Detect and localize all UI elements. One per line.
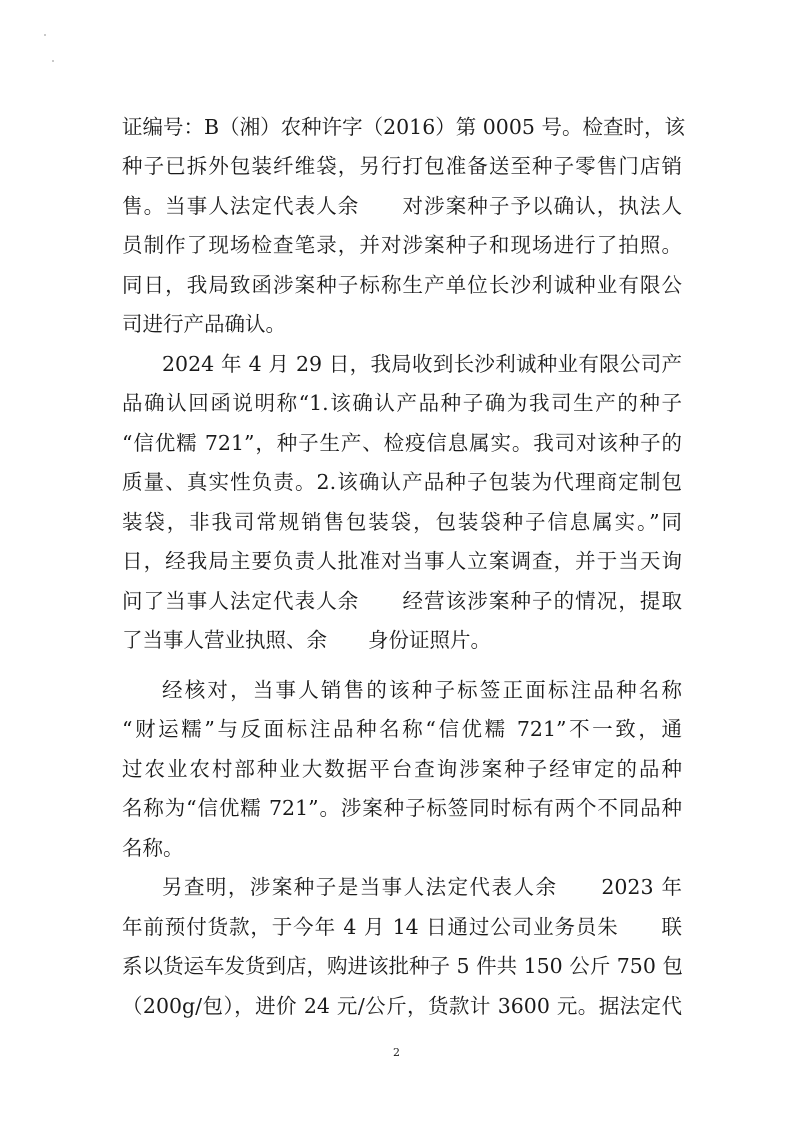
text-line: 种子已拆外包装纤维袋，另行打包准备送至种子零售门店销	[122, 154, 682, 178]
text-line: （200g/包），进价 24 元/公斤，货款计 3600 元。据法定代	[122, 994, 682, 1018]
text-line: “信优糯 721”，种子生产、检疫信息属实。我司对该种子的	[122, 431, 682, 455]
text-line: 司进行产品确认。	[122, 312, 286, 336]
text-line: 名称。	[122, 836, 184, 860]
text-line: 年前预付货款，于今年 4 月 14 日通过公司业务员朱 联	[122, 915, 682, 939]
scan-speck	[52, 60, 54, 62]
text-line: 了当事人营业执照、余 身份证照片。	[122, 628, 491, 652]
text-line: 装袋，非我司常规销售包装袋，包装袋种子信息属实。”同	[122, 510, 682, 534]
text-line: 证编号：B（湘）农种许字（2016）第 0005 号。检查时，该	[122, 115, 685, 139]
text-line: 售。当事人法定代表人余 对涉案种子予以确认，执法人	[122, 194, 682, 218]
text-line: 过农业农村部种业大数据平台查询涉案种子经审定的品种	[122, 757, 682, 781]
text-line: 经核对，当事人销售的该种子标签正面标注品种名称	[162, 678, 682, 702]
text-line: 品确认回函说明称“1.该确认产品种子确为我司生产的种子	[122, 391, 682, 415]
text-line: 问了当事人法定代表人余 经营该涉案种子的情况，提取	[122, 589, 682, 613]
page-number: 2	[393, 1046, 400, 1059]
text-line: 名称为“信优糯 721”。涉案种子标签同时标有两个不同品种	[122, 796, 682, 820]
text-line: “财运糯”与反面标注品种名称“信优糯 721”不一致，通	[122, 717, 682, 741]
scan-speck	[44, 34, 46, 36]
text-line: 质量、真实性负责。2.该确认产品种子包装为代理商定制包	[122, 470, 682, 494]
text-line: 另查明，涉案种子是当事人法定代表人余 2023 年	[162, 875, 682, 899]
text-line: 2024 年 4 月 29 日，我局收到长沙利诚种业有限公司产	[162, 352, 682, 376]
text-line: 同日，我局致函涉案种子标称生产单位长沙利诚种业有限公	[122, 273, 682, 297]
text-line: 系以货运车发货到店，购进该批种子 5 件共 150 公斤 750 包	[122, 954, 683, 978]
text-line: 日，经我局主要负责人批准对当事人立案调查，并于当天询	[122, 549, 682, 573]
text-line: 员制作了现场检查笔录，并对涉案种子和现场进行了拍照。	[122, 233, 682, 257]
